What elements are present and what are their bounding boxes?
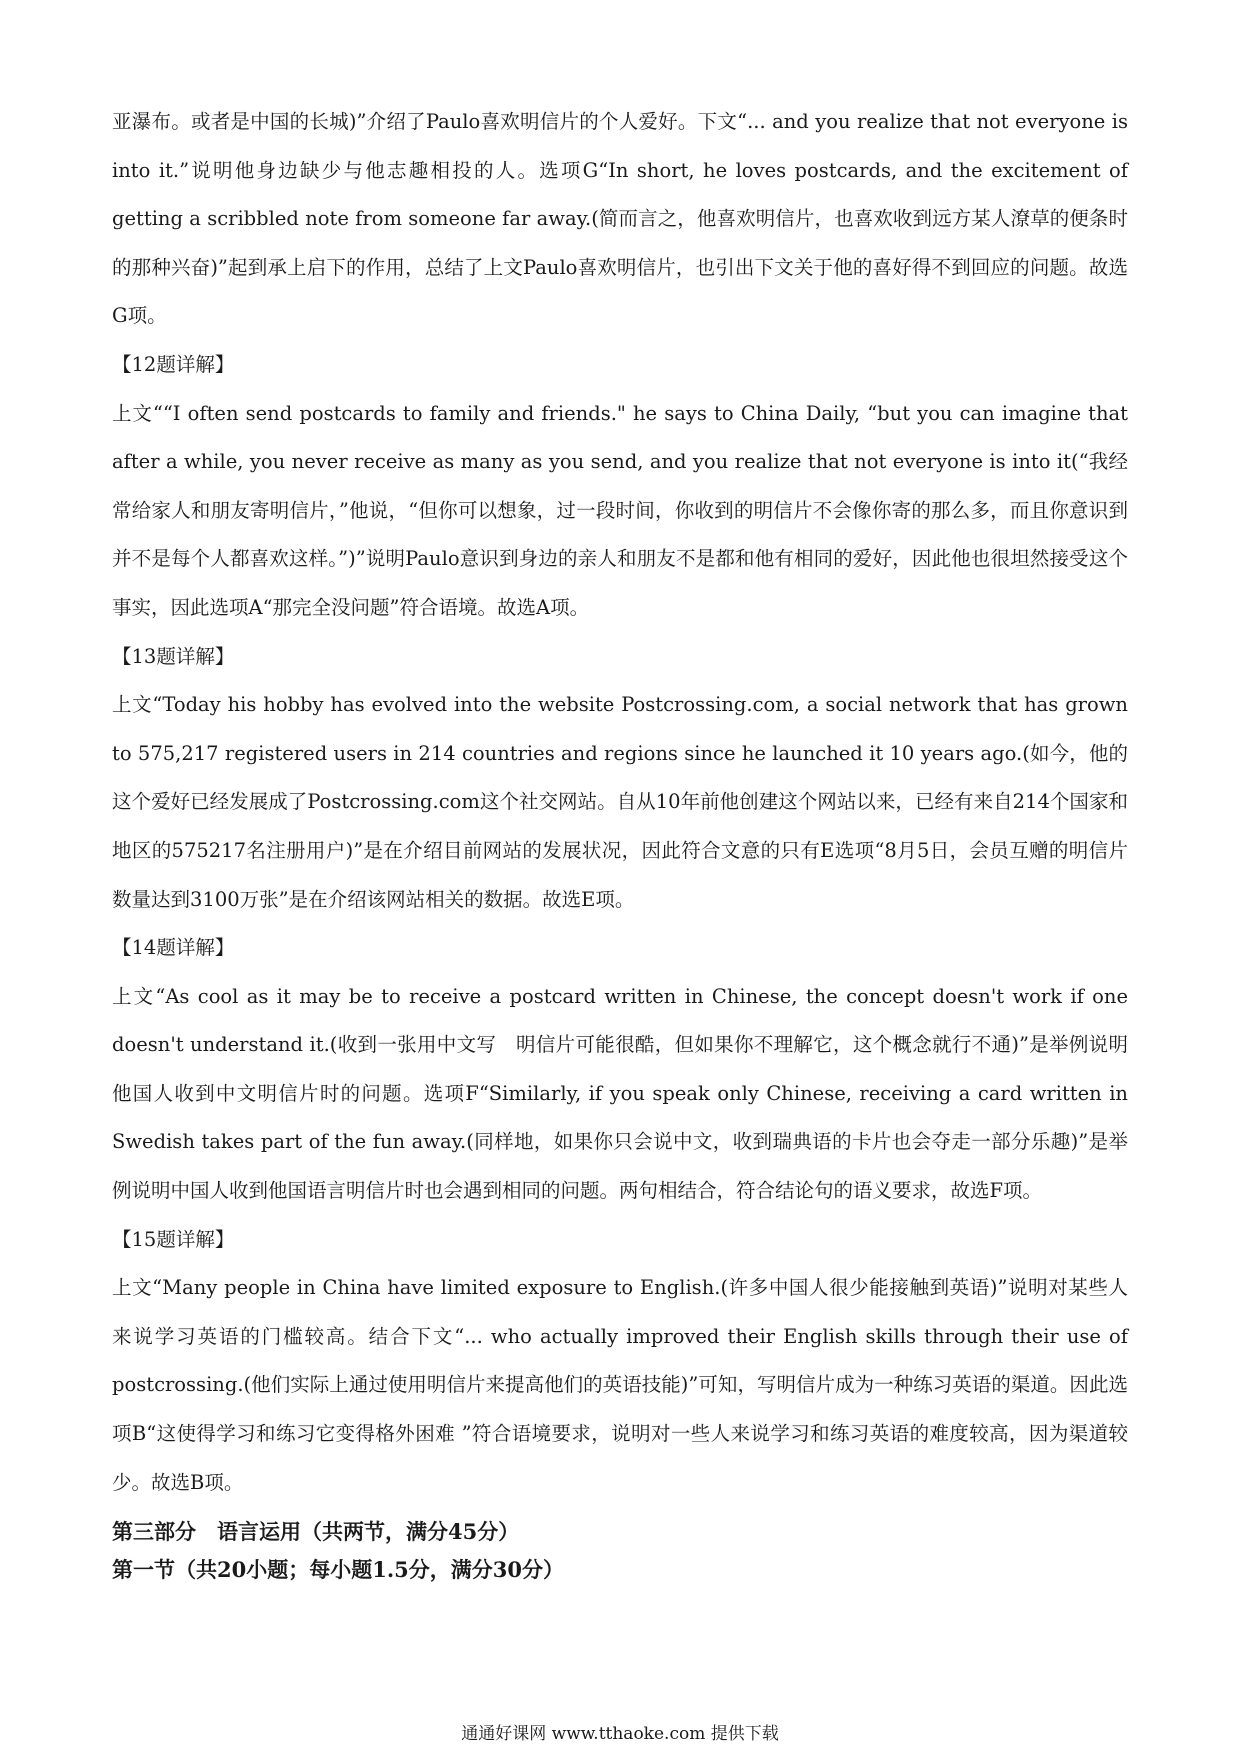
paragraph-continuation: 亚瀑布。或者是中国的长城)”介绍了Paulo喜欢明信片的个人爱好。下文“... and you realize that not everyone is into it.”说明他身边缺少与他志趣相投的人。选项G“In short, he loves postcards, and the excitement of getting a scribbled note from someone far away.(简而言之，他喜欢明信片，也喜欢收到远方某人潦草的便条时的那种兴奋)”起到承上启下的作用，总结了上文Paulo喜欢明信片，也引出下文关于他的喜好得不到回应的问题。故选G项。 xyxy=(112,110,1128,328)
paragraph-q15: 上文“Many people in China have limited exposure to English.(许多中国人很少能接触到英语)”说明对某些人来说学习英语的门槛较高。结合下文“... who actually improved their English skills through their use of postcrossing.(他们实际上通过使用明信片来提高他们的英语技能)”可知，写明信片成为一种练习英语的渠道。因此选项B“这使得学习和练习它变得格外困难 ”符合语境要求，说明对一些人来说学习和练习英语的难度较高，因为渠道较少。故选B项。 xyxy=(112,1276,1128,1494)
paragraph-q14: 上文“As cool as it may be to receive a postcard written in Chinese, the concept doesn't work if one doesn't understand it.(收到一张用中文写 明信片可能很酷，但如果你不理解它，这个概念就行不通)”是举例说明他国人收到中文明信片时的问题。选项F“Similarly, if you speak only Chinese, receiving a card written in Swedish takes part of the fun away.(同样地，如果你只会说中文，收到瑞典语的卡片也会夺走一部分乐趣)”是举例说明中国人收到他国语言明信片时也会遇到相同的问题。两句相结合，符合结论句的语义要求，故选F项。 xyxy=(112,984,1128,1203)
subsection-title: 第一节（共20小题；每小题1.5分，满分30分） xyxy=(112,1557,564,1583)
heading-q14: 【14题详解】 xyxy=(112,936,235,960)
heading-q15: 【15题详解】 xyxy=(112,1227,235,1251)
heading-q12: 【12题详解】 xyxy=(112,352,235,376)
part-title: 第三部分 语言运用（共两节，满分45分） xyxy=(112,1519,520,1545)
paragraph-q12: 上文““I often send postcards to family and friends." he says to China Daily, “but you can imagine that after a while, you never receive as many as you send, and you realize that not everyone is into it(“我经常给家人和朋友寄明信片，”他说，“但你可以想象，过一段时间，你收到的明信片不会像你寄的那么多，而且你意识到并不是每个人都喜欢这样。”)”说明Paulo意识到身边的亲人和朋友不是都和他有相同的爱好，因此他也很坦然接受这个事实，因此选项A“那完全没问题”符合语境。故选A项。 xyxy=(112,401,1128,619)
paragraph-q13: 上文“Today his hobby has evolved into the website Postcrossing.com, a social network that has grown to 575,217 registered users in 214 countries and regions since he launched it 10 years ago.(如今，他的这个爱好已经发展成了Postcrossing.com这个社交网站。自从10年前他创建这个网站以来，已经有来自214个国家和地区的575217名注册用户)”是在介绍目前网站的发展状况，因此符合文意的只有E选项“8月5日，会员互赠的明信片数量达到3100万张”是在介绍该网站相关的数据。故选E项。 xyxy=(112,693,1128,911)
heading-q13: 【13题详解】 xyxy=(112,644,235,668)
document-body xyxy=(112,98,1128,1589)
footer-source: 通通好课网 www.tthaoke.com 提供下载 xyxy=(461,1724,779,1744)
